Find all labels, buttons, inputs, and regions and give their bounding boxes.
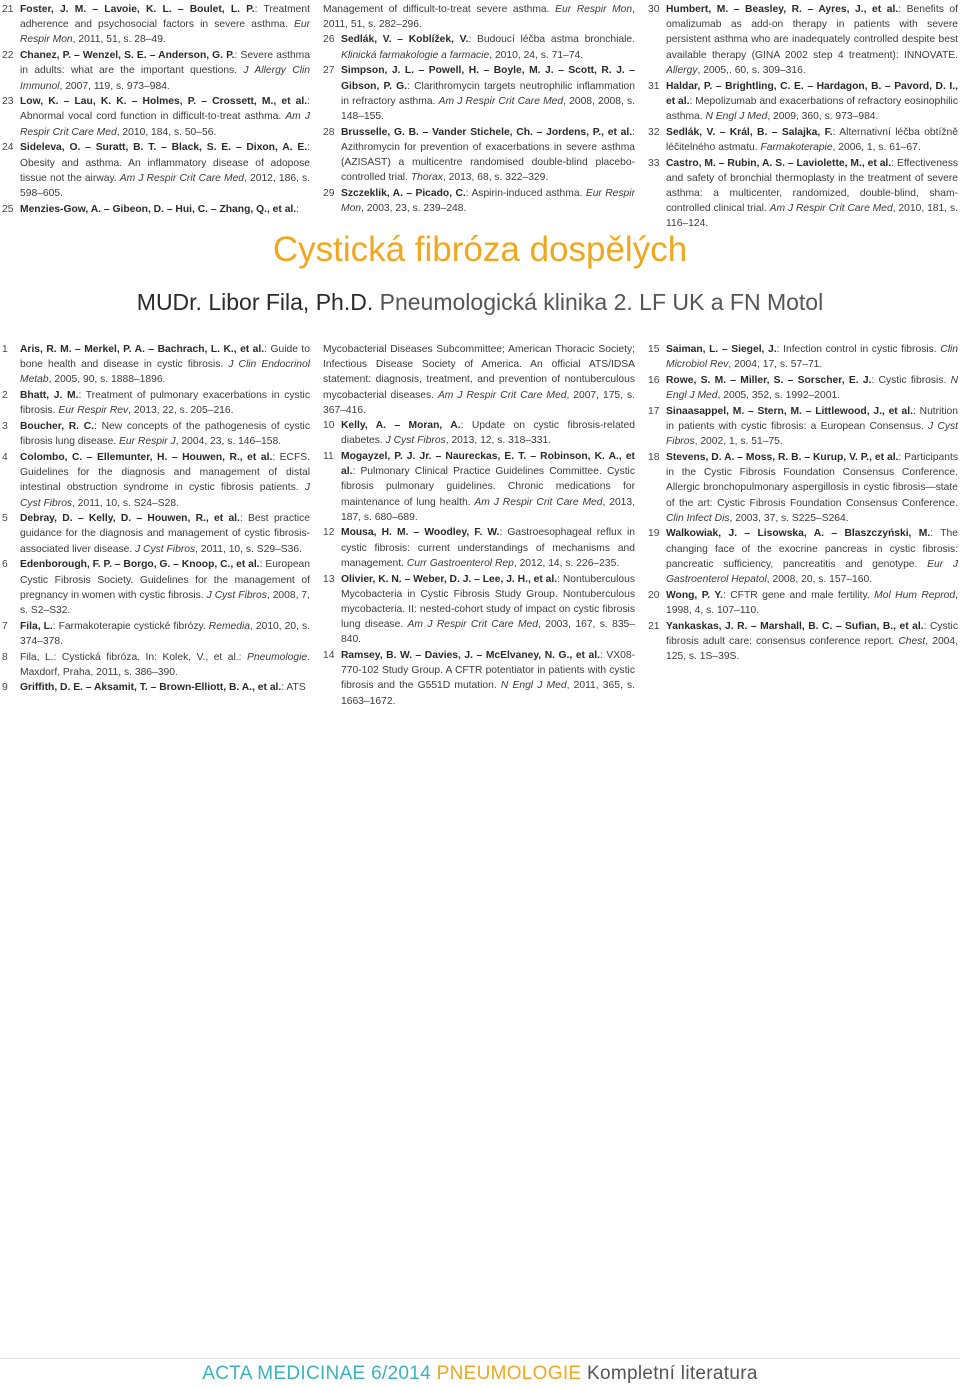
reference-number: 30: [648, 4, 660, 15]
reference-item: [323, 525, 635, 571]
reference-item: [323, 449, 635, 525]
reference-citation: , 2005, 352, s. 1992–2001.: [717, 390, 841, 402]
reference-journal: N Engl J Med: [666, 374, 958, 402]
reference-citation: , 2010, 181, s. 116–124.: [666, 203, 958, 230]
reference-number: 15: [648, 344, 660, 355]
reference-number: 3: [2, 421, 8, 433]
reference-journal: Clin Microbiol Rev: [666, 344, 959, 371]
reference-journal: Pneumologie: [247, 651, 308, 663]
reference-item: [323, 572, 635, 648]
reference-authors: Simpson, J. L. – Powell, H. – Boyle, M. J. – Scott, R. J. – Gibson, P. G.: [341, 65, 635, 92]
reference-text: : Effectiveness and safety of bronchial thermoplasty in the treatment of severe asthma: a multicenter, randomized, double-blind, sham-controlled clinical trial.: [666, 157, 958, 215]
reference-number: 10: [323, 420, 335, 432]
reference-number: 33: [648, 157, 660, 169]
footer-journal: ACTA MEDICINAE 6/2014: [202, 1363, 432, 1384]
reference-item: [2, 2, 310, 48]
reference-authors: Humbert, M. – Beasley, R. – Ayres, J., et al.: [666, 4, 899, 15]
reference-text: : Update on cystic fibrosis-related diabetes.: [341, 420, 635, 447]
author-name: MUDr. Libor Fila, Ph.D.: [136, 289, 374, 315]
reference-text: : ATS: [281, 682, 306, 694]
author-affiliation: Pneumologická klinika 2. LF UK a FN Motol: [379, 289, 824, 315]
reference-item: [323, 418, 635, 448]
reference-text: : Treatment adherence and psychosocial factors in severe asthma.: [20, 4, 310, 31]
reference-text: : Infection control in cystic fibrosis.: [776, 344, 941, 355]
reference-authors: Kelly, A. – Moran, A.: [341, 420, 461, 432]
reference-citation: , 2005, 90, s. 1888–1896.: [48, 374, 166, 386]
reference-item: [2, 94, 310, 140]
reference-journal: Allergy: [666, 64, 698, 76]
reference-authors: Wong, P. Y.: [666, 589, 723, 601]
reference-continuation: Management of difficult-to-treat severe asthma. Eur Respir Mon, 2011, 51, s. 282–296.: [323, 4, 636, 31]
reference-number: 6: [2, 559, 8, 571]
reference-authors: Szczeklik, A. – Picado, C.: [341, 187, 466, 199]
reference-item: [323, 125, 635, 186]
reference-authors: Castro, M. – Rubin, A. S. – Laviolette, M., et al.: [666, 157, 892, 169]
reference-text: : Aspirin-induced asthma.: [465, 187, 586, 199]
reference-citation: , 2013, 22, s. 205–216.: [128, 405, 234, 417]
reference-authors: Sinaasappel, M. – Stern, M. – Littlewood, J., et al.: [666, 405, 913, 417]
reference-journal: N Engl J Med: [705, 110, 768, 122]
references-bottom-column-2: [323, 342, 635, 709]
reference-authors: Fila, L.: [20, 620, 53, 632]
reference-number: 2: [2, 390, 8, 402]
reference-authors: Debray, D. – Kelly, D. – Houwen, R., et al.: [20, 513, 240, 525]
reference-text: : Best practice guidance for the diagnosis and management of cystic fibrosis-associated liver disease.: [20, 513, 310, 555]
reference-text: : Cystic fibrosis adult care: consensus conference report.: [666, 620, 958, 647]
reference-journal: J Cyst Fibros: [20, 482, 310, 509]
reference-authors: Brusselle, G. B. – Vander Stichele, Ch. – Jordens, P., et al.: [341, 126, 633, 138]
reference-text: : Cystic fibrosis.: [871, 374, 951, 386]
reference-citation: , 2003, 37, s. S225–S264.: [729, 512, 849, 524]
reference-citation: , 2007, 119, s. 973–984.: [59, 80, 170, 92]
references-bottom-column-3: [648, 342, 958, 665]
reference-text: : Nutrition in patients with cystic fibrosis: a European Consensus.: [666, 405, 958, 433]
reference-citation: , 2012, 186, s. 598–605.: [20, 172, 311, 199]
reference-text: : New concepts of the pathogenesis of cystic fibrosis lung disease.: [20, 421, 310, 448]
reference-citation: , 2004, 17, s. 57–71.: [728, 359, 823, 371]
reference-item: [2, 450, 310, 511]
reference-number: 16: [648, 374, 660, 386]
reference-continuation: Mycobacterial Diseases Subcommittee; American Thoracic Society; Infectious Disease Society of America. An official ATS/IDSA statement: diagnosis, treatment, and prevention of nontuberculous mycobacterial diseases. Am J Respir Crit Care Med, 2007, 175, s. 367–416.: [323, 344, 635, 416]
reference-number: 9: [2, 682, 8, 694]
reference-authors: Haldar, P. – Brightling, C. E. – Hardagon, B. – Pavord, D. I., et al.: [666, 80, 958, 107]
reference-number: 27: [323, 65, 335, 77]
reference-journal: Eur Respir J: [119, 436, 176, 448]
reference-journal: Am J Respir Crit Care Med: [474, 496, 603, 508]
reference-text: : Mepolizumab and exacerbations of refractory eosinophilic asthma.: [666, 95, 958, 122]
reference-number: 1: [2, 344, 8, 355]
reference-citation: , 2010, 184, s. 50–56.: [116, 126, 217, 138]
reference-number: 20: [648, 589, 660, 601]
references-bottom-column-1: [2, 342, 310, 696]
reference-journal: Mol Hum Reprod: [874, 589, 956, 601]
reference-text: Fila, L.: Cystická fibróza. In: Kolek, V., et al.:: [20, 651, 248, 663]
reference-text: : Participants in the Cystic Fibrosis Foundation Consensus Conference. Allergic bronchopulmonary aspergillosis in cystic fibrosis—state of the art: Cystic Fibrosis Foundation Consensus Conference.: [666, 451, 958, 509]
reference-number: 5: [2, 513, 8, 525]
page-footer: [0, 1362, 960, 1386]
reference-text: :: [296, 203, 300, 215]
reference-citation: , 2004, 125, s. 1S–39S.: [666, 635, 958, 663]
reference-item: [2, 650, 310, 680]
reference-authors: Griffith, D. E. – Aksamit, T. – Brown-Elliott, B. A., et al.: [20, 682, 282, 694]
reference-citation: , 2009, 360, s. 973–984.: [767, 110, 879, 122]
reference-citation: , 2006, 1, s. 61–67.: [832, 141, 921, 153]
reference-citation: , 2011, 365, s. 1663–1672.: [341, 680, 635, 707]
reference-item: [648, 450, 958, 526]
reference-journal: Klinická farmakologie a farmacie: [341, 49, 490, 61]
reference-authors: Saiman, L. – Siegel, J.: [666, 344, 777, 355]
reference-citation: , 2011, 10, s. S24–S28.: [72, 497, 179, 509]
reference-number: 25: [2, 203, 14, 215]
reference-authors: Mogayzel, P. J. Jr. – Naureckas, E. T. – Robinson, K. A., et al.: [341, 450, 635, 478]
reference-number: 21: [2, 4, 14, 15]
reference-authors: Low, K. – Lau, K. K. – Holmes, P. – Crossett, M., et al.: [20, 96, 308, 108]
reference-journal: Am J Respir Crit Care Med: [119, 172, 245, 184]
reference-item: [2, 342, 310, 388]
reference-citation: . Maxdorf, Praha, 2011, s. 386–390.: [20, 651, 310, 678]
reference-citation: , 2008, 7, s. S2–S32.: [20, 589, 311, 616]
reference-number: 13: [323, 573, 335, 585]
reference-citation: , 2003, 167, s. 835–840.: [341, 619, 636, 646]
footer-divider: [0, 1358, 960, 1359]
reference-number: 8: [2, 651, 8, 663]
reference-item: [2, 511, 310, 557]
reference-number: 31: [648, 80, 660, 92]
reference-text: : The changing face of the exocrine pancreas in cystic fibrosis: pancreatic sufficiency, pancreatitis and genotype.: [666, 528, 958, 570]
reference-authors: Menzies-Gow, A. – Gibeon, D. – Hui, C. – Zhang, Q., et al.: [20, 203, 297, 215]
reference-journal: J Clin Endocrinol Metab: [20, 359, 310, 386]
reference-authors: Boucher, R. C.: [20, 421, 95, 433]
reference-item: [2, 619, 310, 649]
reference-text: : Clarithromycin targets neutrophilic inflammation in refractory asthma.: [341, 80, 635, 107]
reference-number: 23: [2, 96, 14, 108]
references-top-column-3: [648, 2, 958, 232]
reference-text: : Budoucí léčba astma bronchiale.: [468, 34, 635, 46]
references-top-column-2: [323, 2, 635, 217]
reference-number: 4: [2, 451, 8, 463]
section-title: Cystická fibróza dospělých: [272, 230, 688, 269]
reference-text: : Benefits of omalizumab as add-on therapy in patients with severe persistent asthma who are inadequately controlled despite best available therapy (GINA 2002 step 4 treatment): INNOVATE.: [666, 4, 958, 61]
reference-citation: , 1998, 4, s. 107–110.: [666, 589, 958, 616]
reference-item: [648, 404, 958, 450]
reference-item: [2, 202, 310, 217]
reference-citation: , 2003, 23, s. 239–248.: [361, 203, 467, 215]
reference-journal: J Cyst Fibros: [385, 435, 446, 447]
reference-text: : Azithromycin for prevention of exacerbations in severe asthma (AZISAST) a multicentre randomised double-blind placebo-controlled trial.: [341, 126, 635, 184]
reference-text: : CFTR gene and male fertility.: [722, 589, 875, 601]
reference-authors: Sedlák, V. – Koblížek, V.: [341, 34, 469, 46]
reference-authors: Rowe, S. M. – Miller, S. – Sorscher, E. J.: [666, 374, 872, 386]
footer-section: PNEUMOLOGIE: [436, 1363, 582, 1384]
reference-item: [648, 588, 958, 618]
reference-authors: Sideleva, O. – Suratt, B. T. – Black, S. E. – Dixon, A. E.: [20, 142, 308, 154]
reference-item: [648, 373, 958, 403]
reference-number: 29: [323, 187, 335, 199]
reference-number: 19: [648, 528, 660, 540]
reference-text: : Treatment of pulmonary exacerbations in cystic fibrosis.: [20, 390, 310, 417]
reference-text: : Obesity and asthma. An inflammatory disease of adopose tissue not the airway.: [20, 142, 310, 184]
reference-citation: , 2008, 2008, s. 148–155.: [341, 95, 635, 122]
reference-citation: , 2011, 51, s. 28–49.: [72, 34, 166, 46]
reference-item: [323, 648, 635, 709]
reference-authors: Chanez, P. – Wenzel, S. E. – Anderson, G. P.: [20, 50, 235, 62]
reference-citation: , 2013, 12, s. 318–331.: [445, 435, 552, 447]
reference-authors: Yankaskas, J. R. – Marshall, B. C. – Sufian, B., et al.: [666, 620, 924, 632]
reference-item: [2, 388, 310, 418]
reference-authors: Ramsey, B. W. – Davies, J. – McElvaney, N. G., et al.: [341, 650, 600, 662]
reference-journal: Am J Respir Crit Care Med: [438, 95, 564, 107]
reference-journal: Farmakoterapie: [760, 141, 833, 153]
reference-text: : ECFS. Guidelines for the diagnosis and management of distal intestinal obstruction syndrome in cystic fibrosis patients.: [20, 451, 311, 494]
reference-journal: Eur Respir Mon: [20, 19, 310, 46]
reference-item: [2, 48, 310, 94]
footer-subtitle: Kompletní literatura: [586, 1363, 758, 1384]
reference-citation: , 2008, 20, s. 157–160.: [766, 574, 873, 586]
reference-journal: Am J Respir Crit Care Med: [407, 619, 539, 631]
reference-item: [648, 2, 958, 78]
reference-authors: Walkowiak, J. – Lisowska, A. – Blaszczyński, M.: [666, 528, 931, 540]
reference-journal: Chest: [898, 635, 926, 647]
reference-authors: Foster, J. M. – Lavoie, K. L. – Boulet, L. P.: [20, 4, 255, 15]
reference-number: 7: [2, 620, 8, 632]
reference-citation: , 2010, 20, s. 374–378.: [20, 620, 310, 647]
reference-text: : Guide to bone health and disease in cystic fibrosis.: [20, 344, 310, 371]
reference-citation: , 2013, 68, s. 322–329.: [442, 172, 549, 184]
reference-number: 17: [648, 405, 660, 417]
reference-text: : Farmakoterapie cystické fibrózy.: [52, 620, 209, 632]
reference-authors: Mousa, H. M. – Woodley, F. W.: [341, 527, 500, 539]
reference-number: 24: [2, 142, 14, 154]
reference-number: 12: [323, 527, 335, 539]
reference-text: : Severe asthma in adults: what are the important questions.: [20, 50, 310, 77]
reference-journal: Thorax: [410, 172, 443, 184]
reference-journal: Am J Respir Crit Care Med: [20, 111, 310, 138]
reference-item: [648, 619, 958, 665]
reference-citation: , 2011, 10, s. S29–S36.: [195, 543, 302, 555]
reference-number: 22: [2, 50, 14, 62]
reference-journal: Eur Respir Rev: [58, 405, 129, 417]
reference-citation: , 2012, 14, s. 226–235.: [513, 557, 620, 569]
reference-item: [2, 557, 310, 618]
reference-item: [323, 32, 635, 62]
reference-number: 32: [648, 126, 660, 138]
reference-item: [2, 140, 310, 201]
reference-number: 28: [323, 126, 335, 138]
reference-item: [648, 156, 958, 232]
reference-item: [648, 125, 958, 155]
reference-citation: , 2010, 24, s. 71–74.: [489, 49, 584, 61]
reference-text: : European Cystic Fibrosis Society. Guidelines for the management of pregnancy in women with cystic fibrosis.: [20, 559, 310, 601]
reference-item: [323, 63, 635, 124]
reference-item: [323, 186, 635, 216]
reference-citation: , 2005,. 60, s. 309–316.: [697, 64, 806, 76]
reference-citation: , 2013, 187, s. 680–689.: [341, 496, 636, 523]
reference-journal: J Cyst Fibros: [666, 421, 958, 448]
reference-authors: Sedlák, V. – Král, B. – Salajka, F.: [666, 126, 833, 138]
reference-journal: Clin Infect Dis: [666, 512, 730, 524]
reference-number: 11: [323, 450, 334, 462]
reference-text: : Nontuberculous Mycobacteria in Cystic Fibrosis Study Group. Nontuberculous mycobacteria. II: nested-cohort study of impact on cystic fibrosis lung disease.: [341, 573, 635, 631]
reference-item: [648, 526, 958, 587]
reference-text: : Alternativní léčba obtížně léčitelného astmatu.: [666, 126, 958, 153]
references-top-column-1: [2, 2, 310, 217]
reference-number: 21: [648, 620, 660, 632]
reference-journal: J Cyst Fibros: [206, 589, 267, 601]
reference-citation: , 2002, 1, s. 51–75.: [694, 436, 783, 448]
reference-text: : Pulmonary Clinical Practice Guidelines Committee. Cystic fibrosis pulmonary guidelines. Chronic medications for maintenance of lung health.: [341, 466, 635, 508]
reference-journal: N Engl J Med: [500, 680, 567, 692]
reference-item: [2, 419, 310, 449]
reference-journal: J Cyst Fibros: [135, 543, 196, 555]
reference-item: [648, 342, 958, 372]
reference-number: 14: [323, 650, 335, 662]
reference-authors: Olivier, K. N. – Weber, D. J. – Lee, J. H., et al.: [341, 573, 558, 585]
reference-number: 26: [323, 34, 335, 46]
reference-item: [2, 680, 310, 695]
reference-journal: Am J Respir Crit Care Med: [769, 203, 893, 215]
reference-text: : Abnormal vocal cord function in difficult-to-treat asthma.: [20, 96, 310, 123]
reference-journal: Curr Gastroenterol Rep: [406, 557, 514, 569]
reference-authors: Colombo, C. – Ellemunter, H. – Houwen, R., et al.: [20, 451, 273, 463]
reference-journal: Remedia: [208, 620, 251, 632]
reference-text: : Gastroesophageal reflux in cystic fibrosis: current understandings of mechanisms and management.: [341, 527, 635, 569]
reference-authors: Aris, R. M. – Merkel, P. A. – Bachrach, L. K., et al.: [20, 344, 265, 355]
reference-number: 18: [648, 451, 660, 463]
reference-authors: Bhatt, J. M.: [20, 390, 79, 402]
reference-citation: , 2004, 23, s. 146–158.: [175, 436, 282, 448]
reference-authors: Edenborough, F. P. – Borgo, G. – Knoop, C., et al.: [20, 559, 260, 571]
reference-authors: Stevens, D. A. – Moss, R. B. – Kurup, V. P., et al.: [666, 451, 899, 463]
reference-journal: Eur Respir Mon: [341, 187, 635, 215]
reference-journal: J Allergy Clin Immunol: [20, 65, 311, 92]
reference-item: [648, 79, 958, 125]
reference-journal: Eur J Gastroenterol Hepatol: [666, 558, 958, 586]
reference-text: : VX08-770-102 Study Group. A CFTR potentiator in patients with cystic fibrosis and the G551D mutation.: [341, 650, 635, 692]
author-line: [0, 286, 960, 318]
